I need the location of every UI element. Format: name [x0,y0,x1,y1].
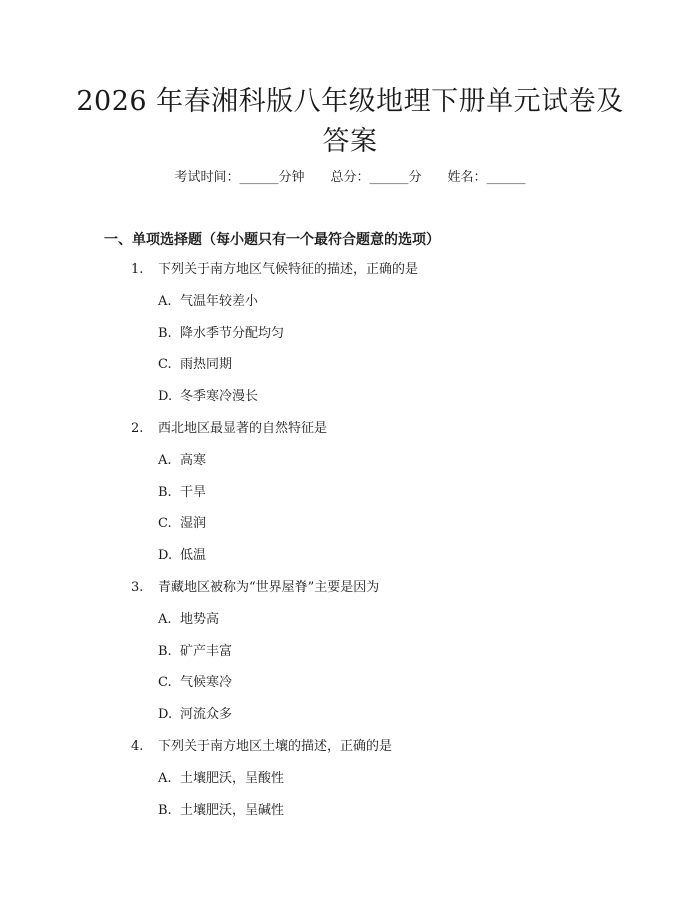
question-text: 下列关于南方地区土壤的描述，正确的是 [158,739,393,754]
question-number: 3. [131,580,144,595]
option-letter: C. [158,516,172,532]
option-letter: D. [158,389,173,405]
option-text: 矿产丰富 [180,643,233,659]
option-text: 气候寒冷 [180,675,233,691]
option-letter: A. [158,452,172,468]
option-letter: D. [158,707,173,723]
section-heading: 一、单项选择题（每小题只有一个最符合题意的选项） [104,232,440,248]
option-text: 降水季节分配均匀 [180,325,285,341]
option-letter: D. [158,548,173,564]
option-text: 高寒 [180,452,207,468]
option-text: 低温 [180,548,207,564]
option-letter: C. [158,675,172,691]
option-letter: B. [158,325,172,341]
exam-time-field: 考试时间：______分钟 [174,170,305,185]
total-score-field: 总分：______分 [330,170,422,185]
option-letter: C. [158,357,172,373]
option-text: 地势高 [180,611,220,627]
name-field: 姓名：______ [447,170,526,185]
option-letter: A. [158,611,172,627]
question-number: 2. [131,421,144,436]
title-line-1: 2026 年春湘科版八年级地理下册单元试卷及 [76,86,624,117]
option-text: 土壤肥沃，呈碱性 [180,802,285,818]
question-number: 4. [131,739,144,754]
option-letter: B. [158,802,172,818]
question-text: 下列关于南方地区气候特征的描述，正确的是 [158,262,419,277]
option-letter: B. [158,484,172,500]
option-text: 河流众多 [180,707,233,723]
exam-info [0,169,700,187]
option-letter: A. [158,770,172,786]
document-title [60,82,640,162]
title-line-2: 答案 [322,126,378,157]
option-text: 湿润 [180,516,207,532]
option-text: 土壤肥沃，呈酸性 [180,770,285,786]
option-text: 气温年较差小 [180,293,259,309]
option-text: 雨热同期 [180,357,233,373]
option-letter: A. [158,293,172,309]
option-text: 冬季寒冷漫长 [180,389,259,405]
question-text: 青藏地区被称为“世界屋脊”主要是因为 [158,580,380,595]
option-letter: B. [158,643,172,659]
question-text: 西北地区最显著的自然特征是 [158,421,328,436]
question-number: 1. [131,262,144,277]
option-text: 干旱 [180,484,207,500]
